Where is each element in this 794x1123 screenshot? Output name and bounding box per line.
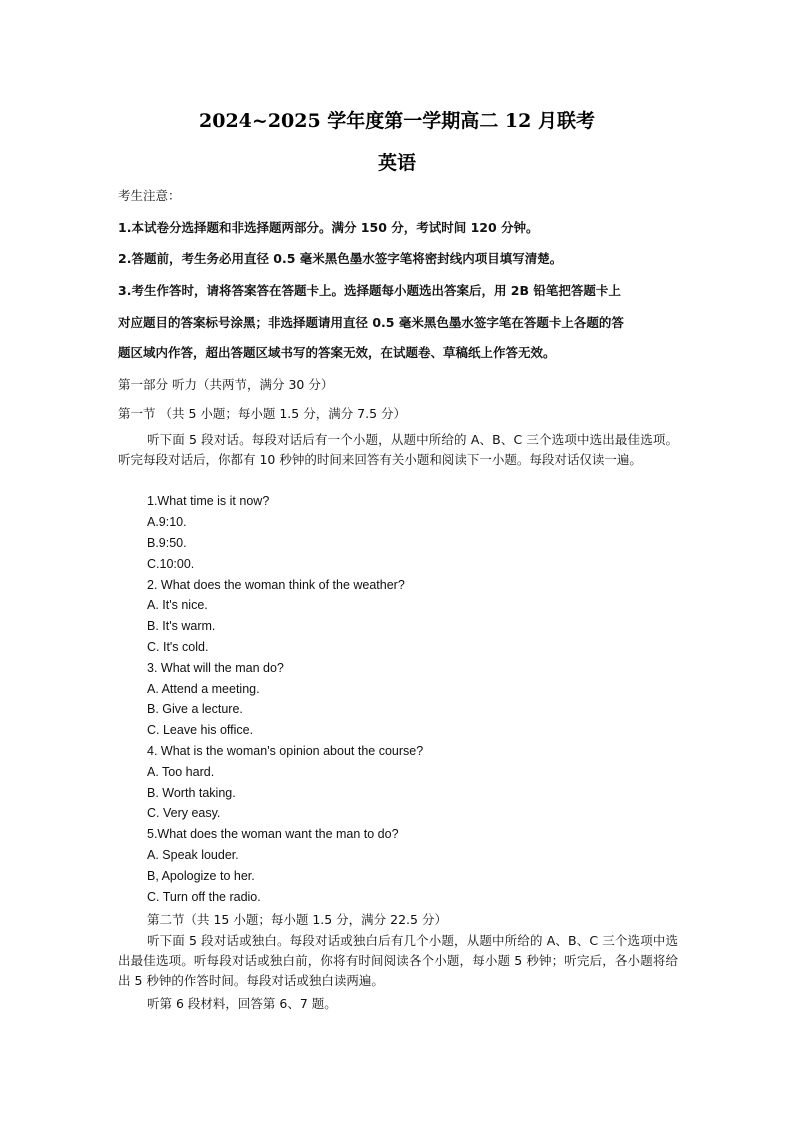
exam-title: 2024~2025 学年度第一学期高二 12 月联考	[199, 110, 595, 132]
question-1-stem: 1.What time is it now?	[147, 494, 270, 508]
notice-3-line-1: 3.考生作答时，请将答案答在答题卡上。选择题每小题选出答案后，用 2B 铅笔把答题卡上	[118, 283, 621, 298]
question-3-stem: 3. What will the man do?	[147, 661, 284, 675]
notice-3-line-3: 题区域内作答，超出答题区域书写的答案无效，在试题卷、草稿纸上作答无效。	[118, 345, 556, 360]
notice-1: 1.本试卷分选择题和非选择题两部分。满分 150 分，考试时间 120 分钟。	[118, 220, 539, 235]
section-two-instruction: 听下面 5 段对话或独白。每段对话或独白后有几个小题，从题中所给的 A、B、C 三个选项中选出最佳选项。听每段对话或独白前，你将有时间阅读各个小题，每小题 5 秒钟；听完后，各小题将给出 5 秒钟的作答时间。每段对话或独白读两遍。	[118, 933, 678, 988]
question-4-stem: 4. What is the woman's opinion about the course?	[147, 744, 424, 758]
question-3-option-b: B. Give a lecture.	[147, 702, 243, 716]
question-5-option-c: C. Turn off the radio.	[147, 890, 261, 904]
material-6-prompt: 听第 6 段材料，回答第 6、7 题。	[147, 996, 337, 1011]
section-one-instruction: 听下面 5 段对话。每段对话后有一个小题，从题中所给的 A、B、C 三个选项中选出最佳选项。听完每段对话后，你都有 10 秒钟的时间来回答有关小题和阅读下一小题。每段对话仅读一遍。	[118, 432, 678, 467]
notice-heading: 考生注意：	[118, 188, 181, 203]
notice-3-line-2: 对应题目的答案标号涂黑；非选择题请用直径 0.5 毫米黑色墨水签字笔在答题卡上各题的答	[118, 315, 624, 330]
question-3-option-c: C. Leave his office.	[147, 723, 254, 737]
question-4-option-c: C. Very easy.	[147, 806, 221, 820]
section-one-heading: 第一节 （共 5 小题；每小题 1.5 分，满分 7.5 分）	[118, 406, 407, 421]
question-3-option-a: A. Attend a meeting.	[147, 682, 260, 696]
question-2-option-c: C. It's cold.	[147, 640, 209, 654]
question-2-stem: 2. What does the woman think of the weather?	[147, 578, 405, 592]
question-4-option-a: A. Too hard.	[147, 765, 215, 779]
question-5-option-b: B, Apologize to her.	[147, 869, 255, 883]
question-4-option-b: B. Worth taking.	[147, 786, 236, 800]
question-2-option-b: B. It's warm.	[147, 619, 216, 633]
section-two-heading: 第二节（共 15 小题；每小题 1.5 分，满分 22.5 分）	[147, 912, 447, 927]
question-1-option-c: C.10:00.	[147, 557, 195, 571]
question-5-option-a: A. Speak louder.	[147, 848, 239, 862]
question-1-option-b: B.9:50.	[147, 536, 187, 550]
question-5-stem: 5.What does the woman want the man to do?	[147, 827, 399, 841]
question-2-option-a: A. It's nice.	[147, 598, 208, 612]
part-one-heading: 第一部分 听力（共两节，满分 30 分）	[118, 377, 334, 392]
question-1-option-a: A.9:10.	[147, 515, 187, 529]
subject-title: 英语	[377, 152, 416, 174]
notice-2: 2.答题前，考生务必用直径 0.5 毫米黑色墨水签字笔将密封线内项目填写清楚。	[118, 251, 563, 266]
